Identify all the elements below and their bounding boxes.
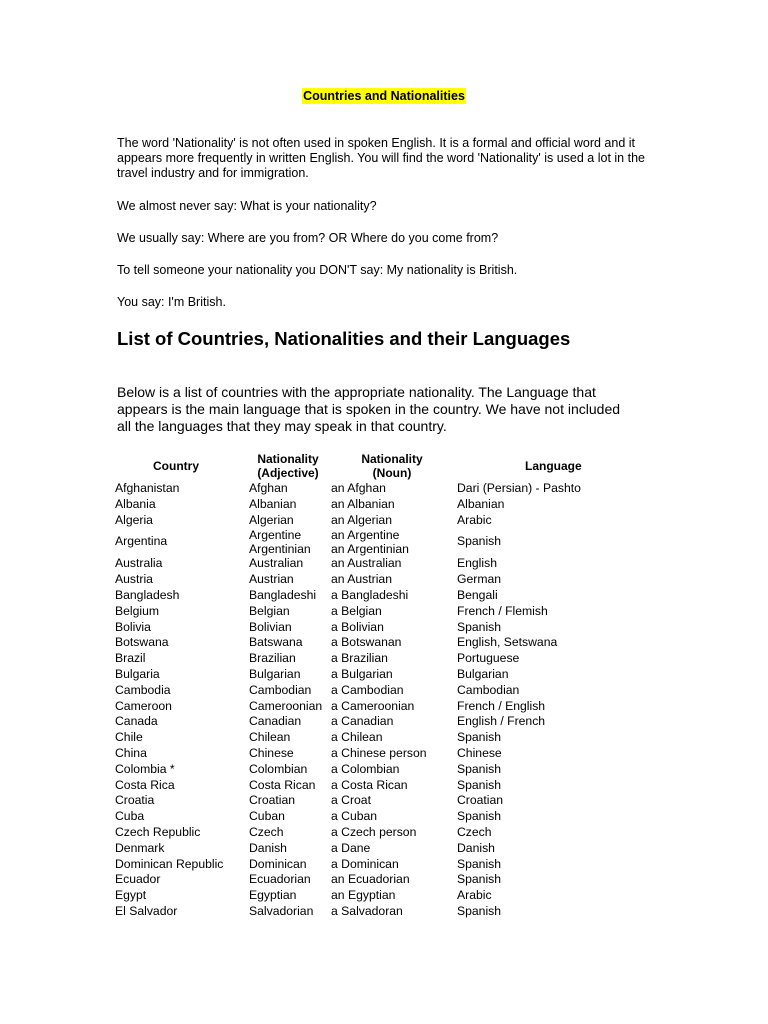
cell-adjective: Salvadorian: [249, 903, 314, 918]
cell-language: Dari (Persian) - Pashto: [457, 481, 581, 495]
cell-adjective: Ecuadorian: [249, 872, 311, 887]
cell-country: Algeria: [115, 512, 153, 527]
cell-language: Spanish: [457, 856, 502, 871]
cell-language: English, Setswana: [457, 635, 558, 650]
cell-adjective: Dominican: [249, 856, 307, 871]
cell-country: Cuba: [115, 809, 145, 824]
cell-country: Ecuador: [115, 872, 161, 887]
table-row: [113, 528, 663, 556]
table-body: [113, 481, 663, 920]
header-adjective-line2: (Adjective): [257, 466, 319, 480]
table-row: [113, 620, 663, 636]
table-row: [113, 730, 663, 746]
cell-language: Spanish: [457, 730, 502, 745]
cell-language: Albanian: [457, 496, 505, 511]
header-adjective: [247, 451, 329, 481]
cell-country: Argentina: [115, 534, 168, 549]
cell-country: El Salvador: [115, 903, 178, 918]
cell-noun: a Cambodian: [331, 682, 404, 697]
table-header-row: [113, 451, 663, 481]
cell-country: Cameroon: [115, 698, 172, 713]
cell-noun: a Bulgarian: [331, 666, 393, 681]
cell-noun: a Salvadoran: [331, 903, 403, 918]
cell-adjective: Brazilian: [249, 651, 296, 666]
table-row: [113, 872, 663, 888]
cell-adjective: Afghan: [249, 481, 288, 495]
table-row: [113, 572, 663, 588]
cell-language: Bulgarian: [457, 666, 509, 681]
table-row: [113, 746, 663, 762]
cell-country: Australia: [115, 556, 163, 571]
cell-noun: an Afghan: [331, 481, 386, 495]
cell-language: Danish: [457, 840, 495, 855]
paragraph-you-say: You say: I'm British.: [117, 295, 226, 309]
header-noun-line1: Nationality: [361, 452, 423, 466]
cell-adjective: Cuban: [249, 809, 285, 824]
cell-noun-line1: an Argentine: [331, 528, 400, 543]
cell-country: China: [115, 745, 147, 760]
page-title: Countries and Nationalities: [303, 89, 465, 103]
table-row: [113, 588, 663, 604]
cell-language: Spanish: [457, 619, 502, 634]
cell-noun-line2: an Argentinian: [331, 542, 409, 557]
cell-country: Czech Republic: [115, 824, 201, 839]
cell-adjective: Chinese: [249, 745, 294, 760]
cell-noun: a Dominican: [331, 856, 399, 871]
cell-adjective: Bulgarian: [249, 666, 301, 681]
cell-country: Brazil: [115, 651, 146, 666]
paragraph-dont-say: To tell someone your nationality you DON'T say: My nationality is British.: [117, 263, 518, 277]
cell-language: Spanish: [457, 903, 502, 918]
cell-adjective: Cameroonian: [249, 698, 323, 713]
cell-noun: a Chinese person: [331, 745, 427, 760]
cell-noun: an Albanian: [331, 496, 395, 511]
cell-adjective: [247, 528, 329, 556]
table-row: [113, 778, 663, 794]
cell-noun: a Costa Rican: [331, 777, 408, 792]
cell-language: Croatian: [457, 793, 504, 808]
cell-country: Bulgaria: [115, 666, 160, 681]
cell-language: Spanish: [457, 761, 502, 776]
header-language: Language: [525, 459, 582, 473]
cell-adjective: Chilean: [249, 730, 291, 745]
table-row: [113, 904, 663, 920]
cell-language: Arabic: [457, 512, 492, 527]
cell-noun: an Austrian: [331, 572, 392, 587]
cell-adjective: Batswana: [249, 635, 303, 650]
table-row: [113, 888, 663, 904]
header-country: Country: [153, 459, 199, 473]
cell-language: French / English: [457, 698, 546, 713]
cell-country: Dominican Republic: [115, 856, 224, 871]
cell-noun: a Dane: [331, 840, 371, 855]
cell-adjective: Danish: [249, 840, 287, 855]
table-row: [113, 667, 663, 683]
cell-language: German: [457, 572, 502, 587]
cell-noun: a Botswanan: [331, 635, 402, 650]
cell-language: Chinese: [457, 745, 502, 760]
cell-noun: a Croat: [331, 793, 371, 808]
paragraph-intro: The word 'Nationality' is not often used in spoken English. It is a formal and official word and it appears more frequently in written English. You will find the word 'Nationality' is used a lot in the travel industry and for immigration.: [117, 136, 645, 180]
cell-language: Spanish: [457, 777, 502, 792]
cell-country: Austria: [115, 572, 153, 587]
cell-country: Belgium: [115, 603, 160, 618]
cell-adjective: Austrian: [249, 572, 294, 587]
cell-language: Czech: [457, 824, 492, 839]
cell-adjective: Bangladeshi: [249, 587, 317, 602]
cell-country: Costa Rica: [115, 777, 175, 792]
table-row: [113, 481, 663, 497]
cell-adjective-line1: Argentine: [249, 528, 302, 543]
cell-language: English / French: [457, 714, 546, 729]
title-wrapper: [0, 87, 768, 105]
cell-adjective: Belgian: [249, 603, 290, 618]
cell-noun: an Ecuadorian: [331, 872, 410, 887]
cell-country: Botswana: [115, 635, 169, 650]
table-row: [113, 762, 663, 778]
cell-noun: a Bolivian: [331, 619, 384, 634]
cell-language: French / Flemish: [457, 603, 548, 618]
cell-adjective-line2: Argentinian: [249, 542, 311, 557]
cell-noun: a Chilean: [331, 730, 383, 745]
table-row: [113, 714, 663, 730]
cell-language: Portuguese: [457, 651, 520, 666]
cell-country: Bangladesh: [115, 587, 180, 602]
cell-adjective: Croatian: [249, 793, 296, 808]
cell-country: Colombia *: [115, 761, 175, 776]
cell-noun: [329, 528, 455, 556]
list-intro: Below is a list of countries with the appropriate nationality. The Language that appears is the main language that is spoken in the country. We have not included all the languages that they may speak in that country.: [117, 384, 621, 434]
cell-language: Spanish: [457, 809, 502, 824]
paragraph-usually-say: We usually say: Where are you from? OR Where do you come from?: [117, 231, 499, 245]
cell-noun: a Bangladeshi: [331, 587, 409, 602]
table-row: [113, 604, 663, 620]
cell-adjective: Czech: [249, 824, 284, 839]
table-row: [113, 556, 663, 572]
table-row: [113, 809, 663, 825]
cell-language: English: [457, 556, 497, 571]
cell-language: Cambodian: [457, 682, 520, 697]
cell-noun: a Belgian: [331, 603, 382, 618]
table-row: [113, 683, 663, 699]
cell-country: Egypt: [115, 888, 147, 903]
cell-adjective: Costa Rican: [249, 777, 316, 792]
cell-country: Bolivia: [115, 619, 151, 634]
table-row: [113, 635, 663, 651]
cell-language: Spanish: [457, 872, 502, 887]
cell-language: Spanish: [457, 534, 502, 549]
cell-country: Cambodia: [115, 682, 171, 697]
table-row: [113, 699, 663, 715]
header-noun-line2: (Noun): [372, 466, 412, 480]
nationalities-table: [113, 451, 663, 920]
paragraph-never-say: We almost never say: What is your nationality?: [117, 199, 377, 213]
cell-language: Arabic: [457, 888, 492, 903]
cell-noun: a Cameroonian: [331, 698, 415, 713]
cell-adjective: Bolivian: [249, 619, 292, 634]
cell-country: Canada: [115, 714, 158, 729]
table-row: [113, 841, 663, 857]
cell-country: Denmark: [115, 840, 165, 855]
cell-adjective: Canadian: [249, 714, 302, 729]
cell-noun: an Algerian: [331, 512, 392, 527]
cell-noun: a Canadian: [331, 714, 394, 729]
cell-noun: a Colombian: [331, 761, 400, 776]
cell-adjective: Albanian: [249, 496, 297, 511]
table-row: [113, 513, 663, 529]
cell-country: Albania: [115, 496, 156, 511]
section-heading: List of Countries, Nationalities and their Languages: [117, 328, 571, 349]
cell-adjective: Australian: [249, 556, 304, 571]
cell-country: Chile: [115, 730, 143, 745]
table-row: [113, 857, 663, 873]
header-noun: [329, 451, 455, 481]
cell-noun: a Cuban: [331, 809, 378, 824]
cell-noun: an Australian: [331, 556, 402, 571]
cell-noun: a Czech person: [331, 824, 417, 839]
cell-noun: a Brazilian: [331, 651, 388, 666]
cell-adjective: Cambodian: [249, 682, 312, 697]
cell-adjective: Colombian: [249, 761, 308, 776]
table-row: [113, 651, 663, 667]
table-row: [113, 497, 663, 513]
cell-adjective: Egyptian: [249, 888, 297, 903]
cell-country: Afghanistan: [115, 481, 180, 495]
cell-adjective: Algerian: [249, 512, 294, 527]
cell-language: Bengali: [457, 587, 498, 602]
table-row: [113, 793, 663, 809]
table-row: [113, 825, 663, 841]
cell-country: Croatia: [115, 793, 155, 808]
header-adjective-line1: Nationality: [257, 452, 319, 466]
cell-noun: an Egyptian: [331, 888, 396, 903]
